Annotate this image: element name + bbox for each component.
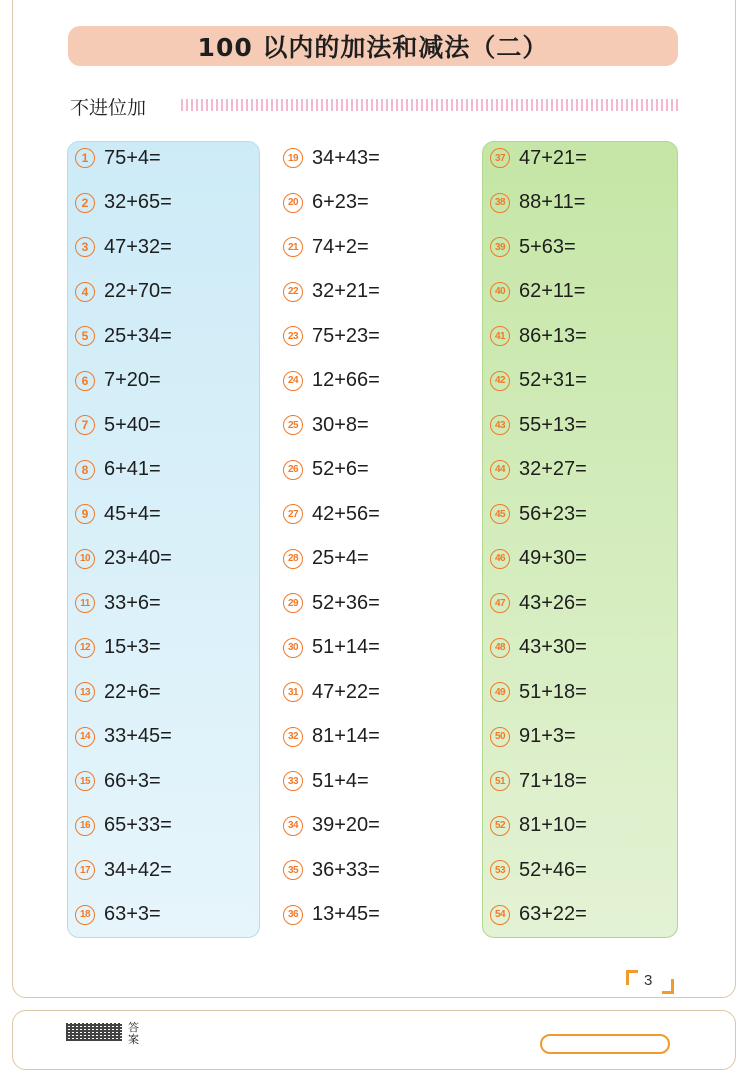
problem-number: 35 [283,860,303,880]
problem-number: 7 [75,415,95,435]
problem-expression: 12+66= [312,369,380,391]
problem-item [75,590,161,616]
problem-number: 47 [490,593,510,613]
problem-number: 4 [75,282,95,302]
problem-expression: 39+20= [312,814,380,836]
problem-item [75,145,161,171]
problem-item [283,635,380,661]
problem-item [75,635,161,661]
problem-number: 43 [490,415,510,435]
problem-number: 39 [490,237,510,257]
problem-expression: 22+70= [104,280,172,302]
problem-item [490,368,587,394]
problem-number: 2 [75,193,95,213]
problem-number: 33 [283,771,303,791]
problem-number: 37 [490,148,510,168]
problem-expression: 63+22= [519,903,587,925]
problem-expression: 88+11= [519,191,586,213]
problem-expression: 63+3= [104,903,161,925]
problem-expression: 13+45= [312,903,380,925]
problem-item [490,768,587,794]
problem-expression: 43+26= [519,591,587,614]
problem-expression: 91+3= [519,725,576,747]
problem-number: 36 [283,905,303,925]
problem-expression: 75+23= [312,324,380,347]
problem-expression: 49+30= [519,547,587,569]
problem-number: 21 [283,237,303,257]
problem-item [75,501,161,527]
problem-expression: 32+27= [519,458,587,480]
problem-item [283,768,369,794]
problem-number: 18 [75,905,95,925]
problem-expression: 52+46= [519,858,587,881]
problem-item [490,190,585,216]
problem-expression: 55+13= [519,413,587,436]
problem-item [283,279,380,305]
problem-item [490,457,587,483]
problem-item [490,813,587,839]
problem-item [283,368,380,394]
problem-item [283,145,380,171]
problem-item [75,546,172,572]
problem-item [283,501,380,527]
problem-number: 34 [283,816,303,836]
problem-number: 29 [283,593,303,613]
problem-number: 8 [75,460,95,480]
problem-item [490,234,576,260]
problem-number: 31 [283,682,303,702]
problem-item [283,234,369,260]
problem-expression: 47+21= [519,146,587,169]
problem-number: 3 [75,237,95,257]
problem-expression: 52+31= [519,369,587,391]
problem-number: 48 [490,638,510,658]
problem-item [75,234,172,260]
problem-number: 46 [490,549,510,569]
problem-number: 23 [283,326,303,346]
problem-number: 38 [490,193,510,213]
problem-item [75,768,161,794]
problem-expression: 66+3= [104,769,161,792]
problem-item [283,902,380,928]
problem-item [75,457,161,483]
problem-item [75,857,172,883]
problem-number: 52 [490,816,510,836]
problem-expression: 51+4= [312,769,369,792]
problem-expression: 23+40= [104,547,172,569]
problem-number: 50 [490,727,510,747]
problem-item [490,279,585,305]
problem-expression: 6+23= [312,191,369,213]
problem-expression: 32+65= [104,191,172,213]
problem-expression: 45+4= [104,502,161,525]
page-number: 3 [644,972,653,989]
problem-item [283,857,380,883]
problem-expression: 86+13= [519,324,587,347]
problem-expression: 36+33= [312,858,380,881]
problem-number: 44 [490,460,510,480]
problem-expression: 5+63= [519,235,576,258]
problem-expression: 33+45= [104,725,172,747]
footer-answer-label: 答案 [128,1022,139,1046]
problem-number: 10 [75,549,95,569]
problem-number: 9 [75,504,95,524]
problem-item [283,457,369,483]
problem-item [75,813,172,839]
problem-expression: 25+4= [312,547,369,569]
problem-number: 15 [75,771,95,791]
problem-item [283,590,380,616]
problem-expression: 81+14= [312,725,380,747]
problem-expression: 75+4= [104,146,161,169]
problem-item [490,724,576,750]
problem-item [283,323,380,349]
problem-expression: 15+3= [104,636,161,658]
problem-expression: 43+30= [519,636,587,658]
problem-number: 53 [490,860,510,880]
problem-number: 16 [75,816,95,836]
problem-item [490,323,587,349]
problem-expression: 32+21= [312,280,380,302]
problem-number: 25 [283,415,303,435]
problem-number: 45 [490,504,510,524]
problem-expression: 34+42= [104,858,172,881]
page-number-badge [626,970,674,994]
problem-number: 13 [75,682,95,702]
footer-button[interactable] [540,1034,670,1054]
problem-number: 20 [283,193,303,213]
problem-expression: 7+20= [104,369,161,391]
problem-number: 51 [490,771,510,791]
problem-item [490,546,587,572]
problem-expression: 22+6= [104,680,161,703]
problem-number: 26 [283,460,303,480]
problem-number: 28 [283,549,303,569]
problem-item [490,412,587,438]
problem-item [490,590,587,616]
problem-item [283,190,369,216]
problem-item [75,190,172,216]
problem-expression: 5+40= [104,413,161,436]
qr-code-icon[interactable] [66,1023,122,1041]
problem-number: 24 [283,371,303,391]
problem-item [283,813,380,839]
problem-item [75,902,161,928]
problem-number: 40 [490,282,510,302]
problem-item [75,323,172,349]
problem-expression: 47+32= [104,235,172,258]
problem-item [75,679,161,705]
problem-number: 6 [75,371,95,391]
problem-number: 5 [75,326,95,346]
problem-expression: 34+43= [312,146,380,169]
bracket-corner-icon [662,979,674,994]
problem-item [75,279,172,305]
problem-number: 32 [283,727,303,747]
problem-expression: 33+6= [104,591,161,614]
section-label: 不进位加 [70,98,147,119]
problem-number: 30 [283,638,303,658]
problem-expression: 65+33= [104,814,172,836]
problem-number: 22 [283,282,303,302]
problem-item [283,412,369,438]
problem-expression: 62+11= [519,280,586,302]
problem-expression: 52+6= [312,458,369,480]
problem-item [75,412,161,438]
problem-expression: 52+36= [312,591,380,614]
page-title: 100 以内的加法和减法（二） [197,33,549,62]
problem-expression: 6+41= [104,458,161,480]
problem-expression: 51+14= [312,636,380,658]
problem-expression: 30+8= [312,413,369,436]
problem-number: 12 [75,638,95,658]
problem-number: 27 [283,504,303,524]
problem-expression: 74+2= [312,235,369,258]
problem-expression: 47+22= [312,680,380,703]
problem-number: 42 [490,371,510,391]
problem-item [283,679,380,705]
problem-number: 11 [75,593,95,613]
problem-number: 54 [490,905,510,925]
problem-item [490,902,587,928]
problem-number: 49 [490,682,510,702]
problem-number: 19 [283,148,303,168]
problem-item [283,724,380,750]
problem-item [490,635,587,661]
problem-expression: 42+56= [312,502,380,525]
problem-number: 1 [75,148,95,168]
problem-expression: 25+34= [104,324,172,347]
problem-item [283,546,369,572]
problem-item [490,857,587,883]
problem-expression: 51+18= [519,680,587,703]
problem-expression: 56+23= [519,502,587,525]
problem-number: 17 [75,860,95,880]
problem-item [490,679,587,705]
problem-item [490,501,587,527]
problem-item [75,368,161,394]
problem-expression: 81+10= [519,814,587,836]
problem-item [490,145,587,171]
problem-expression: 71+18= [519,769,587,792]
problem-number: 41 [490,326,510,346]
bracket-corner-icon [626,970,638,985]
problem-number: 14 [75,727,95,747]
problem-item [75,724,172,750]
